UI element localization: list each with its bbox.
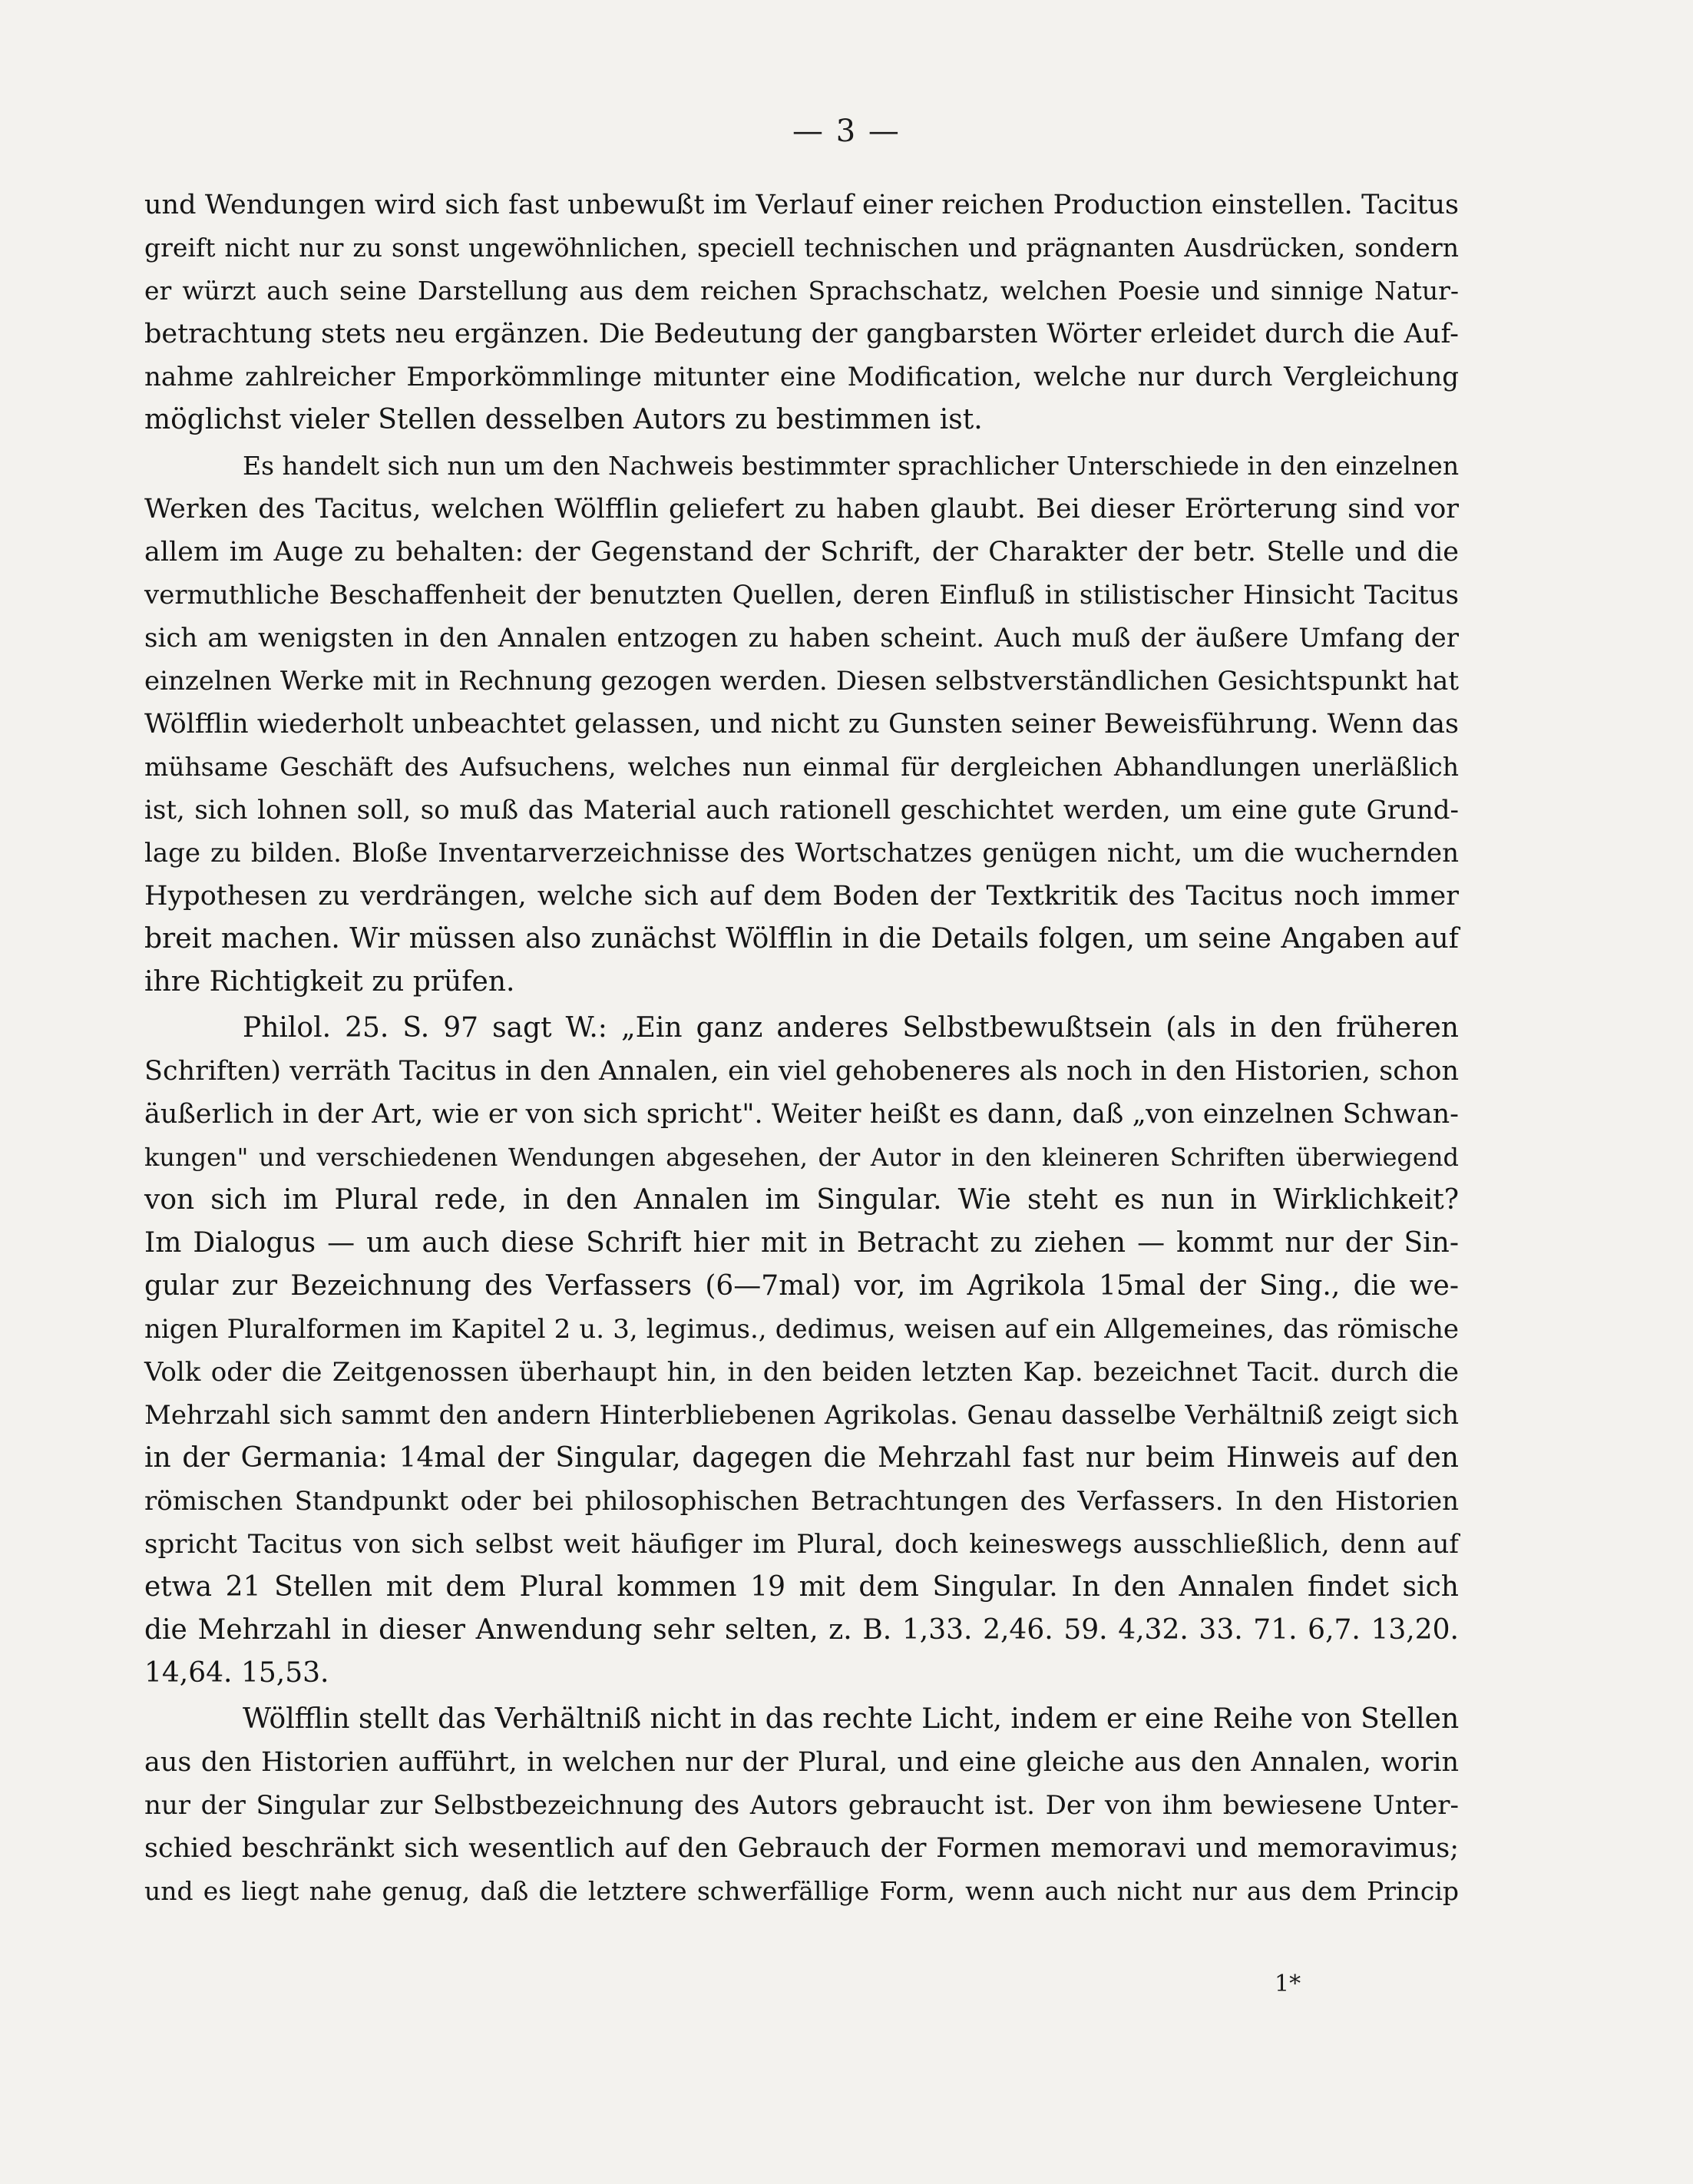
text-line: möglichst vieler Stellen desselben Autors zu bestimmen ist.	[144, 404, 983, 435]
text-line: gular zur Bezeichnung des Verfassers (6—7mal) vor, im Agrikola 15mal der Sing., die we-	[144, 1270, 1459, 1302]
text-line: nigen Pluralformen im Kapitel 2 u. 3, legimus., dedimus, weisen auf ein Allgemeines, das römische	[144, 1314, 1459, 1345]
text-line: ihre Richtigkeit zu prüfen.	[144, 966, 515, 998]
text-line: breit machen. Wir müssen also zunächst Wölfflin in die Details folgen, um seine Angaben auf	[144, 923, 1459, 955]
text-line: greift nicht nur zu sonst ungewöhnlichen, speciell technischen und prägnanten Ausdrücken, sondern	[144, 233, 1459, 263]
text-line: Werken des Tacitus, welchen Wölfflin geliefert zu haben glaubt. Bei dieser Erörterung sind vor	[144, 494, 1459, 524]
page-number: — 3 —	[792, 114, 901, 149]
text-line: römischen Standpunkt oder bei philosophischen Betrachtungen des Verfassers. In den Historien	[144, 1486, 1459, 1517]
signature-mark: 1*	[1275, 1971, 1301, 1997]
text-line: und Wendungen wird sich fast unbewußt im Verlauf einer reichen Production einstellen. Tacitus	[144, 190, 1459, 220]
text-line: Schriften) verräth Tacitus in den Annalen, ein viel gehobeneres als noch in den Historien, schon	[144, 1056, 1459, 1087]
text-line: in der Germania: 14mal der Singular, dagegen die Mehrzahl fast nur beim Hinweis auf den	[144, 1442, 1459, 1474]
text-line: kungen" und verschiedenen Wendungen abgesehen, der Autor in den kleineren Schriften überwiegend	[144, 1143, 1459, 1172]
text-line: sich am wenigsten in den Annalen entzogen zu haben scheint. Auch muß der äußere Umfang der	[144, 623, 1459, 654]
text-line: etwa 21 Stellen mit dem Plural kommen 19 mit dem Singular. In den Annalen findet sich	[144, 1571, 1459, 1603]
text-line: 14,64. 15,53.	[144, 1657, 329, 1689]
text-line: ist, sich lohnen soll, so muß das Material auch rationell geschichtet werden, um eine gute Grund-	[144, 795, 1459, 826]
text-line: schied beschränkt sich wesentlich auf den Gebrauch der Formen memoravi und memoravimus;	[144, 1833, 1459, 1864]
text-line: Es handelt sich nun um den Nachweis bestimmter sprachlicher Unterschiede in den einzelnen	[243, 451, 1460, 481]
text-line: spricht Tacitus von sich selbst weit häufiger im Plural, doch keineswegs ausschließlich, denn auf	[144, 1529, 1459, 1560]
text-line: und es liegt nahe genug, daß die letztere schwerfällige Form, wenn auch nicht nur aus dem Princip	[144, 1876, 1459, 1906]
text-line: vermuthliche Beschaffenheit der benutzten Quellen, deren Einfluß in stilistischer Hinsicht Tacitus	[144, 580, 1459, 611]
text-line: Mehrzahl sich sammt den andern Hinterbliebenen Agrikolas. Genau dasselbe Verhältniß zeigt sich	[144, 1400, 1459, 1431]
text-line: Im Dialogus — um auch diese Schrift hier mit in Betracht zu ziehen — kommt nur der Sin-	[144, 1227, 1459, 1259]
text-line: Philol. 25. S. 97 sagt W.: „Ein ganz anderes Selbstbewußtsein (als in den früheren	[243, 1012, 1459, 1044]
text-line: von sich im Plural rede, in den Annalen im Singular. Wie steht es nun in Wirklichkeit?	[144, 1184, 1459, 1216]
text-line: Wölfflin wiederholt unbeachtet gelassen, und nicht zu Gunsten seiner Beweisführung. Wenn das	[144, 709, 1459, 740]
text-line: aus den Historien aufführt, in welchen nur der Plural, und eine gleiche aus den Annalen, worin	[144, 1747, 1459, 1778]
text-line: Wölfflin stellt das Verhältniß nicht in das rechte Licht, indem er eine Reihe von Stellen	[243, 1703, 1460, 1735]
text-line: einzelnen Werke mit in Rechnung gezogen werden. Diesen selbstverständlichen Gesichtspunkt hat	[144, 666, 1459, 697]
text-line: nur der Singular zur Selbstbezeichnung des Autors gebraucht ist. Der von ihm bewiesene Unter-	[144, 1790, 1459, 1821]
text-line: Volk oder die Zeitgenossen überhaupt hin, in den beiden letzten Kap. bezeichnet Tacit. durch die	[144, 1357, 1459, 1388]
text-line: lage zu bilden. Bloße Inventarverzeichnisse des Wortschatzes genügen nicht, um die wuchernden	[144, 838, 1459, 869]
text-line: die Mehrzahl in dieser Anwendung sehr selten, z. B. 1,33. 2,46. 59. 4,32. 33. 71. 6,7. 13,20.	[144, 1614, 1459, 1646]
text-line: er würzt auch seine Darstellung aus dem reichen Sprachschatz, welchen Poesie und sinnige Natur-	[144, 276, 1459, 306]
text-line: allem im Auge zu behalten: der Gegenstand der Schrift, der Charakter der betr. Stelle und die	[144, 537, 1459, 568]
text-line: nahme zahlreicher Emporkömmlinge mitunter eine Modification, welche nur durch Vergleichung	[144, 362, 1459, 392]
text-line: mühsame Geschäft des Aufsuchens, welches nun einmal für dergleichen Abhandlungen unerläßlich	[144, 752, 1459, 782]
text-line: äußerlich in der Art, wie er von sich spricht". Weiter heißt es dann, daß „von einzelnen Schwan-	[144, 1099, 1459, 1130]
text-line: betrachtung stets neu ergänzen. Die Bedeutung der gangbarsten Wörter erleidet durch die Auf-	[144, 319, 1459, 349]
text-line: Hypothesen zu verdrängen, welche sich auf dem Boden der Textkritik des Tacitus noch immer	[144, 881, 1459, 912]
